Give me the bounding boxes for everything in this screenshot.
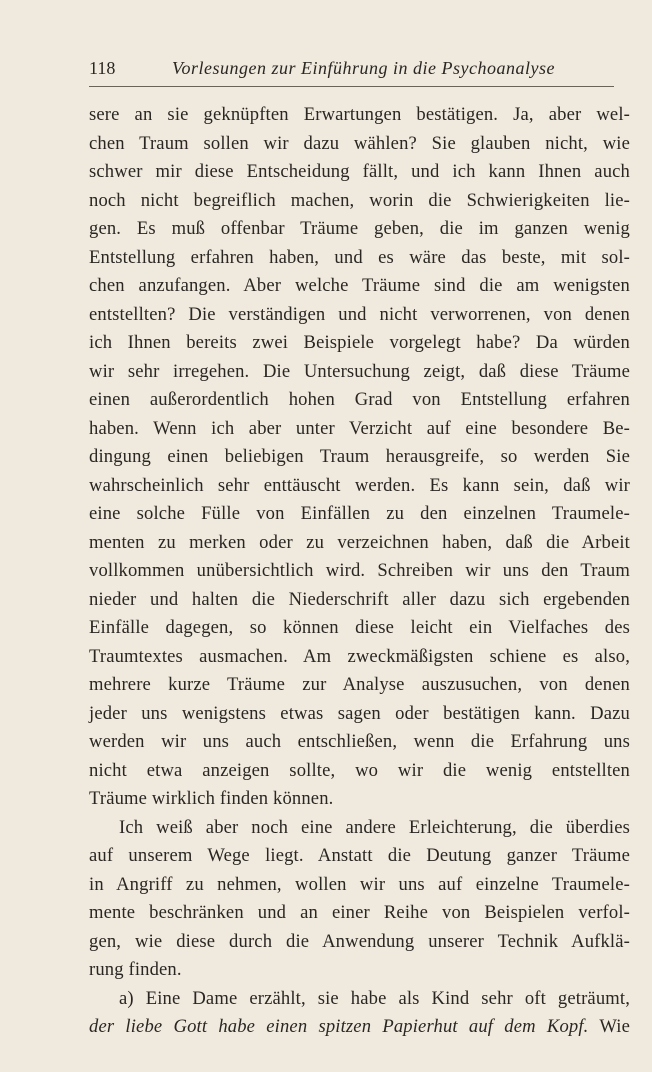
text-line: Einfälle dagegen, so können diese leicht ein Vielfaches des bbox=[89, 617, 630, 638]
text-line: Entstellung erfahren haben, und es wäre das beste, mit sol- bbox=[89, 246, 630, 268]
text-line: wir sehr irregehen. Die Untersuchung zeigt, daß diese Träume bbox=[89, 360, 630, 382]
text-line: a) Eine Dame erzählt, sie habe als Kind sehr oft geträumt, bbox=[119, 987, 630, 1009]
text-line: chen anzufangen. Aber welche Träume sind die am wenigsten bbox=[89, 275, 630, 296]
page-number: 118 bbox=[89, 58, 116, 78]
text-line: nieder und halten die Niederschrift aller dazu sich ergebenden bbox=[89, 588, 630, 610]
text-line: auf unserem Wege liegt. Anstatt die Deutung ganzer Träume bbox=[89, 845, 630, 866]
text-line: Ich weiß aber noch eine andere Erleichterung, die überdies bbox=[119, 816, 630, 838]
text-line: vollkommen unübersichtlich wird. Schreiben wir uns den Traum bbox=[89, 560, 630, 581]
text-line bbox=[89, 1013, 630, 1042]
text-line: mehrere kurze Träume zur Analyse auszusuchen, von denen bbox=[89, 674, 630, 695]
text-line: in Angriff zu nehmen, wollen wir uns auf einzelne Traumele- bbox=[89, 873, 630, 895]
text-line: menten zu merken oder zu verzeichnen haben, daß die Arbeit bbox=[89, 531, 630, 553]
text-line: gen. Es muß offenbar Träume geben, die im ganzen wenig bbox=[89, 218, 630, 239]
text-line: rung finden. bbox=[89, 959, 182, 980]
text-line: Träume wirklich finden können. bbox=[89, 788, 334, 809]
page-header bbox=[89, 58, 614, 87]
text-line: mente beschränken und an einer Reihe von Beispielen verfol- bbox=[89, 902, 630, 923]
text-line: nicht etwa anzeigen sollte, wo wir die wenig entstellten bbox=[89, 759, 630, 781]
text-line-rest: Wie bbox=[588, 1016, 631, 1037]
body-text bbox=[89, 101, 630, 1042]
text-line: haben. Wenn ich aber unter Verzicht auf eine besondere Be- bbox=[89, 417, 630, 439]
text-line: noch nicht begreiflich machen, worin die Schwierigkeiten lie- bbox=[89, 189, 630, 211]
text-line: schwer mir diese Entscheidung fällt, und ich kann Ihnen auch bbox=[89, 161, 630, 182]
text-line: ich Ihnen bereits zwei Beispiele vorgelegt habe? Da würden bbox=[89, 332, 630, 353]
text-line: chen Traum sollen wir dazu wählen? Sie glauben nicht, wie bbox=[89, 132, 630, 154]
italic-dream-text: der liebe Gott habe einen spitzen Papierhut auf dem Kopf. bbox=[89, 1016, 589, 1037]
text-line: eine solche Fülle von Einfällen zu den einzelnen Traumele- bbox=[89, 503, 630, 524]
text-line: gen, wie diese durch die Anwendung unserer Technik Aufklä- bbox=[89, 930, 630, 952]
text-line: Traumtextes ausmachen. Am zweckmäßigsten schiene es also, bbox=[89, 645, 630, 667]
text-line: sere an sie geknüpften Erwartungen bestätigen. Ja, aber wel- bbox=[89, 104, 630, 125]
text-line: wahrscheinlich sehr enttäuscht werden. Es kann sein, daß wir bbox=[89, 474, 630, 496]
running-title: Vorlesungen zur Einführung in die Psychoanalyse bbox=[172, 58, 555, 78]
text-line: jeder uns wenigstens etwas sagen oder bestätigen kann. Dazu bbox=[89, 702, 630, 724]
text-line: einen außerordentlich hohen Grad von Entstellung erfahren bbox=[89, 389, 630, 410]
text-line: werden wir uns auch entschließen, wenn die Erfahrung uns bbox=[89, 731, 630, 752]
text-line: dingung einen beliebigen Traum herausgreife, so werden Sie bbox=[89, 446, 630, 467]
text-line: entstellten? Die verständigen und nicht verworrenen, von denen bbox=[89, 303, 630, 325]
